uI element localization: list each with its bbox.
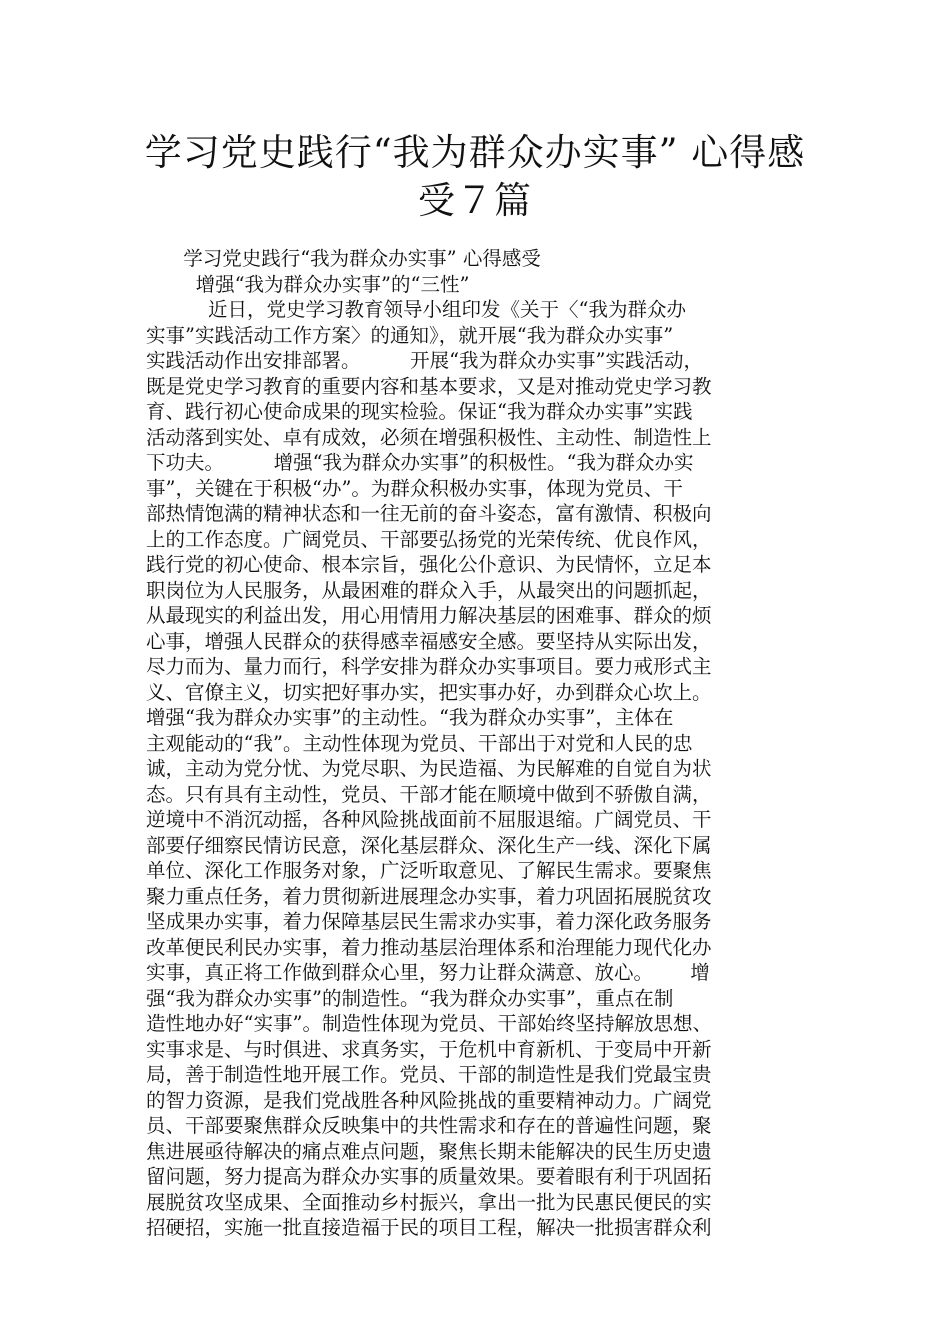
body-text-line: 育、践行初心使命成果的现实检验。保证“我为群众办实事”实践 [146, 400, 693, 423]
body-text-line: 实践活动作出安排部署。 开展“我为群众办实事”实践活动， [146, 349, 704, 372]
body-text-line: 改革便民利民办实事，着力推动基层治理体系和治理能力现代化办 [146, 935, 712, 959]
body-text-line: 员、干部要聚焦群众反映集中的共性需求和存在的普遍性问题，聚 [146, 1114, 712, 1137]
body-text-line: 留问题，努力提高为群众办实事的质量效果。要着眼有利于巩固拓 [146, 1165, 712, 1188]
body-text-line: 实事，真正将工作做到群众心里，努力让群众满意、放心。 增 [146, 961, 710, 984]
body-text-line: 增强“我为群众办实事”的主动性。“我为群众办实事”，主体在 [146, 706, 674, 729]
body-text-line: 增强“我为群众办实事”的“三性” [146, 272, 470, 296]
body-text-line: 部热情饱满的精神状态和一往无前的奋斗姿态，富有激情、积极向 [146, 502, 712, 525]
body-text-line: 学习党史践行“我为群众办实事” 心得感受 [146, 247, 541, 270]
body-text-line: 践行党的初心使命、根本宗旨，强化公仆意识、为民情怀，立足本 [146, 553, 712, 576]
body-text-line: 主观能动的“我”。主动性体现为党员、干部出于对党和人民的忠 [146, 731, 693, 755]
body-text-line: 事”，关键在于积极“办”。为群众积极办实事，体现为党员、干 [146, 476, 683, 500]
body-text-line: 职岗位为人民服务，从最困难的群众入手，从最突出的问题抓起， [146, 578, 712, 602]
body-text-line: 招硬招，实施一批直接造福于民的项目工程，解决一批损害群众利 [146, 1216, 712, 1239]
body-text-line: 诚，主动为党分忧、为党尽职、为民造福、为民解难的自觉自为状 [146, 757, 712, 780]
body-text-line: 焦进展亟待解决的痛点难点问题，聚焦长期未能解决的民生历史遗 [146, 1139, 712, 1163]
body-text-line: 心事，增强人民群众的获得感幸福感安全感。要坚持从实际出发， [146, 629, 712, 653]
body-text-line: 活动落到实处、卓有成效，必须在增强积极性、主动性、制造性上 [146, 425, 712, 449]
body-text-line: 展脱贫攻坚成果、全面推动乡村振兴，拿出一批为民惠民便民的实 [146, 1190, 712, 1214]
body-text-line: 坚成果办实事，着力保障基层民生需求办实事，着力深化政务服务 [146, 910, 712, 933]
body-text-line: 的智力资源，是我们党战胜各种风险挑战的重要精神动力。广阔党 [146, 1088, 712, 1112]
body-text-line: 实事求是、与时俱进、求真务实，于危机中育新机、于变局中开新 [146, 1037, 712, 1061]
body-text-line: 义、官僚主义，切实把好事办实，把实事办好，办到群众心坎上。 [146, 680, 712, 704]
body-text-line: 既是党史学习教育的重要内容和基本要求，又是对推动党史学习教 [146, 374, 712, 398]
body-text-line: 下功夫。 增强“我为群众办实事”的积极性。“我为群众办实 [146, 451, 694, 474]
body-text-line: 从最现实的利益出发，用心用情用力解决基层的困难事、群众的烦 [146, 604, 712, 627]
body-text-line: 造性地办好“实事”。制造性体现为党员、干部始终坚持解放思想、 [146, 1012, 712, 1035]
body-text-line: 近日，党史学习教育领导小组印发《关于〈“我为群众办 [146, 298, 686, 321]
body-text-line: 实事”实践活动工作方案〉的通知》，就开展“我为群众办实事” [146, 323, 674, 347]
body-text-line: 态。只有具有主动性，党员、干部才能在顺境中做到不骄傲自满， [146, 782, 712, 806]
body-text-line: 尽力而为、量力而行，科学安排为群众办实事项目。要力戒形式主 [146, 655, 712, 678]
document-body [146, 246, 826, 1241]
body-text-line: 部要仔细察民情访民意，深化基层群众、深化生产一线、深化下属 [146, 833, 712, 857]
document-title-line-1: 学习党史践行“我为群众办实事” 心得感 [144, 131, 806, 174]
document-title-line-2: 受７篇 [418, 179, 532, 222]
body-text-line: 上的工作态度。广阔党员、干部要弘扬党的光荣传统、优良作风， [146, 527, 712, 551]
body-text-line: 强“我为群众办实事”的制造性。“我为群众办实事”，重点在制 [146, 986, 674, 1010]
body-text-line: 逆境中不消沉动摇，各种风险挑战面前不屈服退缩。广阔党员、干 [146, 808, 712, 831]
body-text-line: 聚力重点任务，着力贯彻新进展理念办实事，着力巩固拓展脱贫攻 [146, 884, 712, 908]
body-text-line: 局，善于制造性地开展工作。党员、干部的制造性是我们党最宝贵 [146, 1063, 712, 1086]
body-text-line: 单位、深化工作服务对象，广泛听取意见、了解民生需求。要聚焦 [146, 859, 712, 882]
